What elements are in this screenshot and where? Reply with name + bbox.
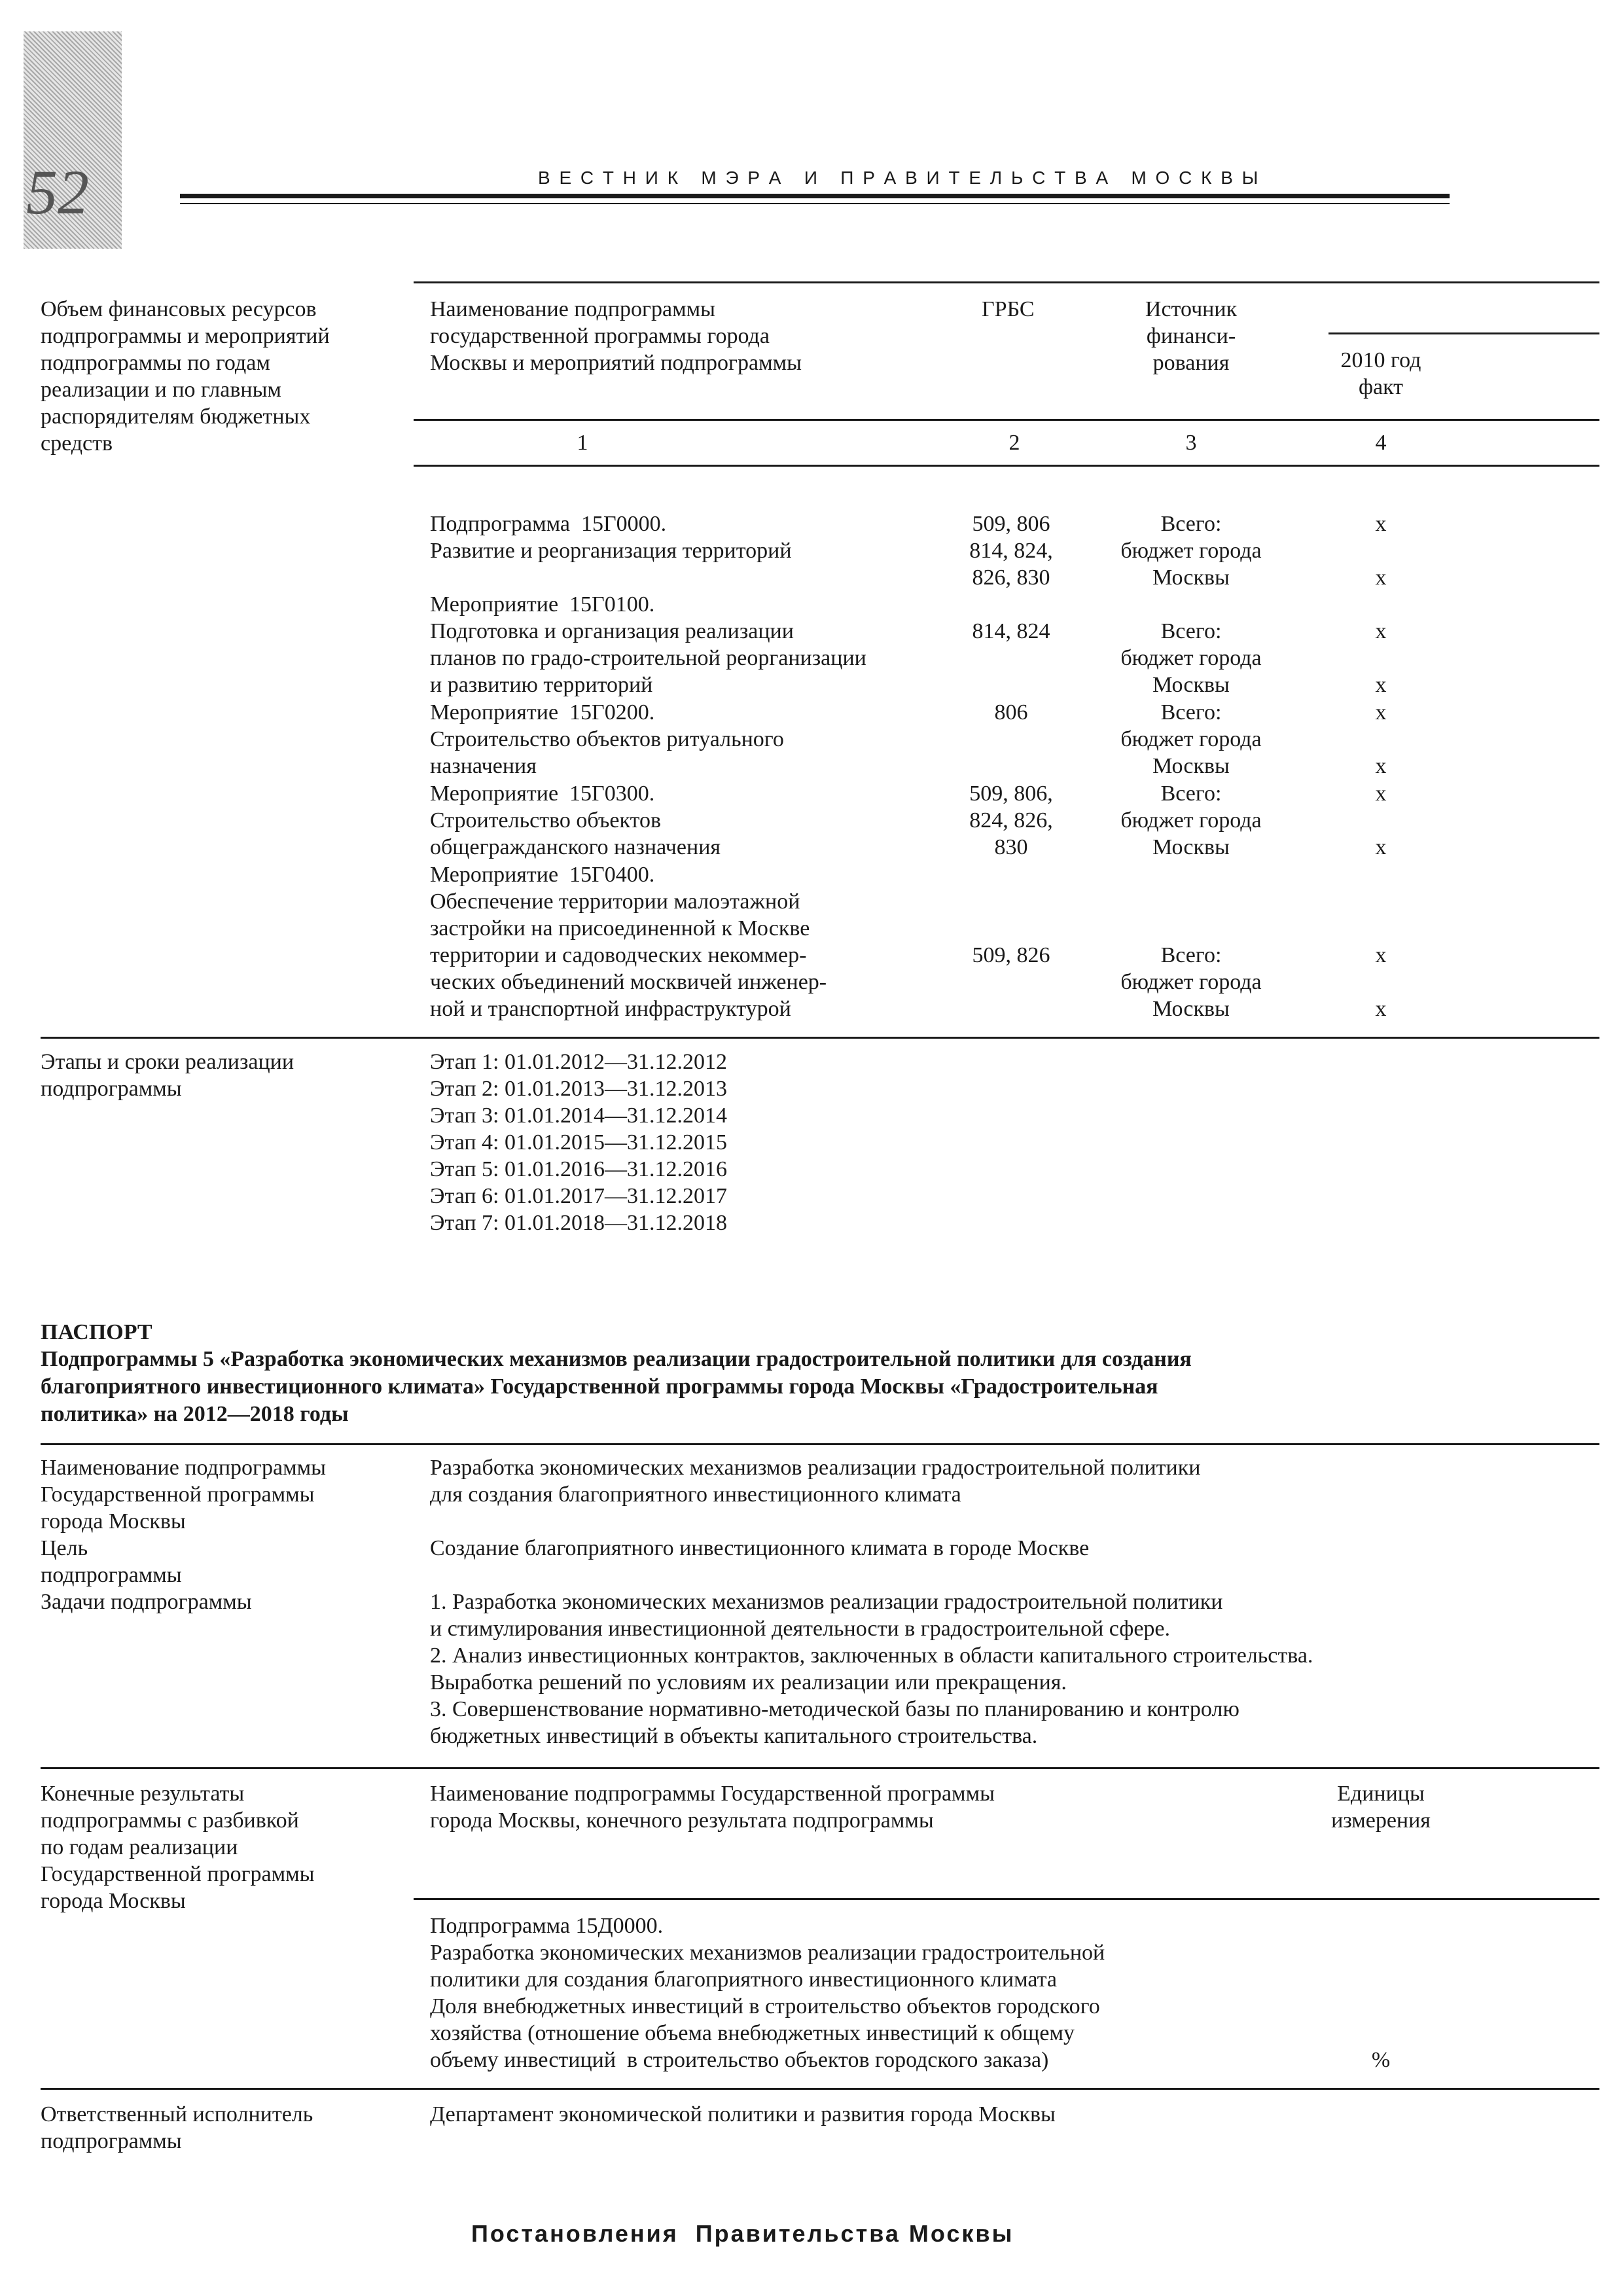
- name-value: Разработка экономических механизмов реализации градостроительной политики для создания благоприятного инвестиционного климата: [430, 1456, 1201, 1507]
- results-header-unit: Единицы измерения: [1331, 1782, 1431, 1833]
- rule: [41, 1443, 1599, 1445]
- row-name: Мероприятие 15Г0400. Обеспечение территории малоэтажной застройки на присоединенной к Москве территории и садоводческих некоммер- ческих объединений москвичей инженер- ной и транспортной инфраструктурой: [430, 863, 827, 1021]
- row-value: х х: [1375, 619, 1387, 697]
- rule: [414, 281, 1599, 283]
- row-name: Мероприятие 15Г0100. Подготовка и организация реализации планов по градо-строительной реорганизации и развитию территорий: [430, 592, 866, 697]
- row-grbs: 509, 826: [972, 943, 1050, 967]
- header-rule-thick: [180, 194, 1450, 198]
- finance-row-label: Объем финансовых ресурсов подпрограммы и мероприятий подпрограммы по годам реализации и по главным распорядителям бюджетных средств: [41, 297, 330, 456]
- tasks-value: 1. Разработка экономических механизмов реализации градостроительной политики и стимулирования инвестиционной деятельности в градостроительной сфере. 2. Анализ инвестиционных контрактов, заключенных в области капитального строительства. Выработка решений по условиям их реализации или прекращения. 3. Совершенствование нормативно-методической базы по планированию и контролю бюджетных инвестиций в объекты капитального строительства.: [430, 1590, 1313, 1748]
- header-rule-thin: [180, 203, 1450, 204]
- col-number: 2: [1008, 431, 1020, 455]
- executor-value: Департамент экономической политики и развития города Москвы: [430, 2102, 1056, 2126]
- rule: [414, 1898, 1599, 1900]
- goal-value: Создание благоприятного инвестиционного климата в городе Москве: [430, 1536, 1090, 1560]
- name-label: Наименование подпрограммы Государственной программы города Москвы: [41, 1456, 326, 1534]
- rule: [414, 419, 1599, 421]
- header-source: Источник финанси- рования: [1145, 297, 1238, 375]
- row-name: Подпрограмма 15Г0000. Развитие и реорганизация территорий: [430, 512, 792, 563]
- stages-label: Этапы и сроки реализации подпрограммы: [41, 1050, 294, 1101]
- passport-title: ПАСПОРТ: [41, 1320, 152, 1344]
- passport-subtitle: Подпрограммы 5 «Разработка экономических механизмов реализации градостроительной политики для создания благоприятного инвестиционного климата» Государственной программы города Москвы «Градостроительная политика» на 2012—2018 годы: [41, 1347, 1192, 1426]
- row-grbs: 814, 824: [972, 619, 1050, 643]
- row-source: Всего: бюджет города Москвы: [1120, 700, 1262, 778]
- rule: [414, 465, 1599, 467]
- rule: [41, 1767, 1599, 1769]
- row-value: х х: [1375, 700, 1387, 778]
- row-grbs: 806: [994, 700, 1028, 725]
- row-source: Всего: бюджет города Москвы: [1120, 619, 1262, 697]
- row-grbs: 509, 806 814, 824, 826, 830: [969, 512, 1053, 590]
- executor-label: Ответственный исполнитель подпрограммы: [41, 2102, 313, 2153]
- header-name: Наименование подпрограммы государственной программы города Москвы и мероприятий подпрограммы: [430, 297, 802, 375]
- results-label: Конечные результаты подпрограммы с разбивкой по годам реализации Государственной программы города Москвы: [41, 1782, 315, 1913]
- page-number: 52: [26, 157, 89, 227]
- rule: [1329, 332, 1599, 334]
- stages-list: Этап 1: 01.01.2012—31.12.2012 Этап 2: 01.01.2013—31.12.2013 Этап 3: 01.01.2014—31.12.2014 Этап 4: 01.01.2015—31.12.2015 Этап 5: 01.01.2016—31.12.2016 Этап 6: 01.01.2017—31.12.2017 Этап 7: 01.01.2018—31.12.2018: [430, 1050, 728, 1235]
- col-number: 1: [577, 431, 588, 455]
- row-value: х х: [1375, 943, 1387, 1021]
- row-value: х х: [1375, 512, 1387, 590]
- tasks-label: Задачи подпрограммы: [41, 1590, 252, 1614]
- results-row-unit: %: [1371, 2048, 1391, 2072]
- row-name: Мероприятие 15Г0200. Строительство объектов ритуального назначения: [430, 700, 784, 778]
- col-number: 4: [1375, 431, 1387, 455]
- header-year: 2010 год факт: [1340, 348, 1421, 399]
- journal-title: В Е С Т Н И К М Э Р А И П Р А В И Т Е Л Ь С Т В А М О С К В Ы: [538, 168, 1260, 188]
- rule: [41, 2088, 1599, 2090]
- header-grbs: ГРБС: [982, 297, 1035, 321]
- row-name: Мероприятие 15Г0300. Строительство объектов общегражданского назначения: [430, 781, 721, 859]
- row-source: Всего: бюджет города Москвы: [1120, 781, 1262, 859]
- results-row-text: Подпрограмма 15Д0000. Разработка экономических механизмов реализации градостроительной политики для создания благоприятного инвестиционного климата Доля внебюджетных инвестиций в строительство объектов городского хозяйства (отношение объема внебюджетных инвестиций к общему объему инвестиций в строительство объектов городского заказа): [430, 1914, 1105, 2072]
- row-source: Всего: бюджет города Москвы: [1120, 512, 1262, 590]
- row-source: Всего: бюджет города Москвы: [1120, 943, 1262, 1021]
- results-header-name: Наименование подпрограммы Государственной программы города Москвы, конечного результата подпрограммы: [430, 1782, 995, 1833]
- row-grbs: 509, 806, 824, 826, 830: [969, 781, 1053, 859]
- goal-label: Цель подпрограммы: [41, 1536, 182, 1587]
- col-number: 3: [1185, 431, 1197, 455]
- row-value: х х: [1375, 781, 1387, 859]
- rule: [41, 1037, 1599, 1039]
- footer-text: Постановления Правительства Москвы: [471, 2220, 1014, 2247]
